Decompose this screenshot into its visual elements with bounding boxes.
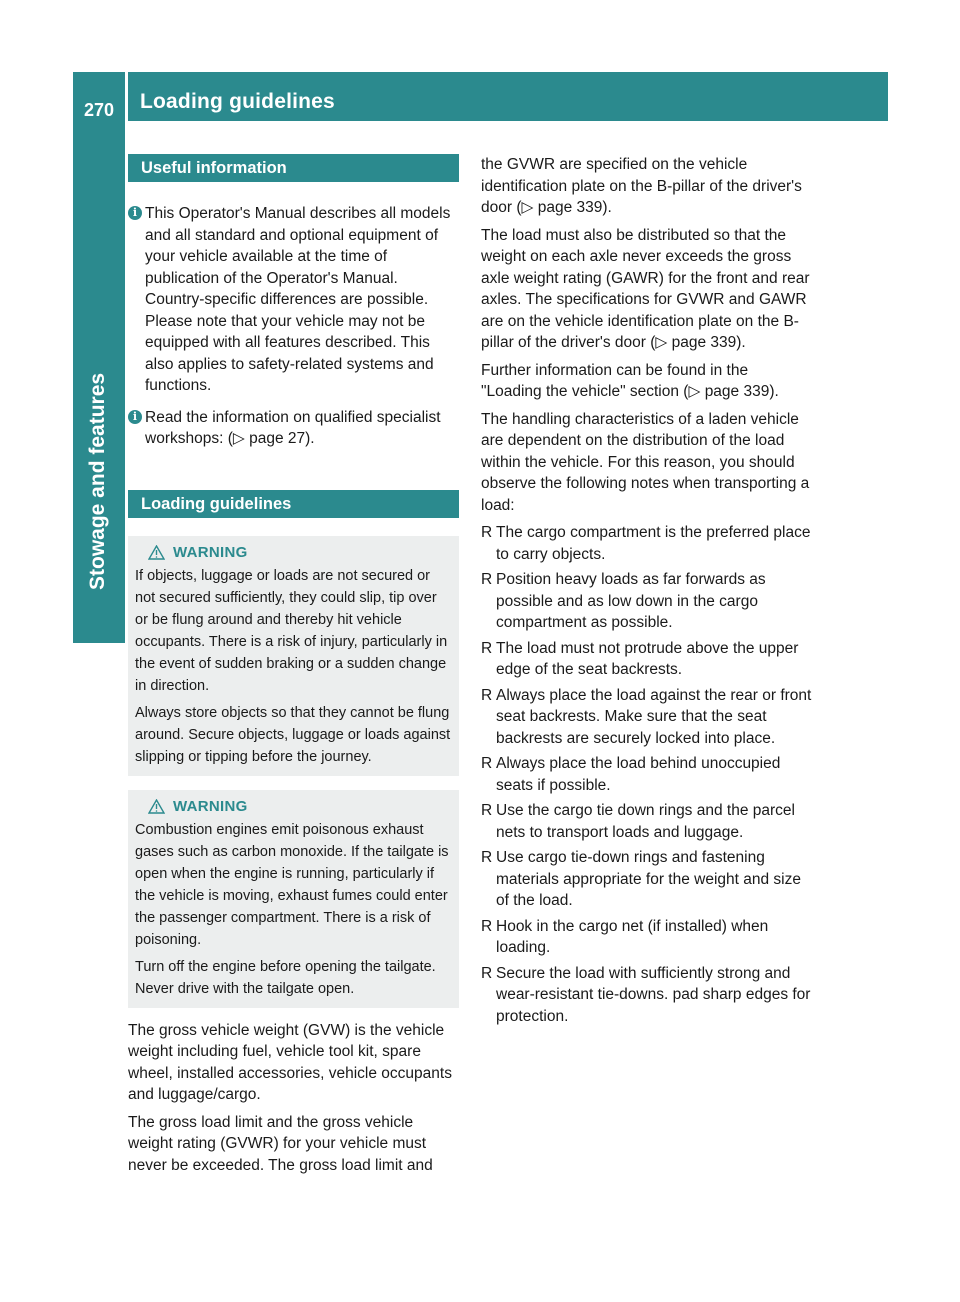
warning-text: If objects, luggage or loads are not secured or not secured sufficiently, they could slip, tip over or be flung around and thereby hit vehicle occupants. There is a risk of injury, particularly in the event of sudden braking or a sudden change in direction. (135, 567, 448, 694)
body-paragraph: The gross load limit and the gross vehicle weight rating (GVWR) for your vehicle must never be exceeded. The gross load limit and (128, 1113, 433, 1174)
page-number: 270 (83, 100, 115, 120)
loading-guidelines-heading: Loading guidelines (128, 490, 459, 518)
header-divider (125, 72, 128, 121)
warning-header (148, 798, 452, 815)
warning-text: Turn off the engine before opening the tailgate. Never drive with the tailgate open. (135, 958, 436, 997)
list-item-text: Hook in the cargo net (if installed) when loading. (496, 917, 769, 956)
body-paragraph: The handling characteristics of a laden vehicle are dependent on the distribution of the load within the vehicle. For this reason, you should observe the following notes when transporting a load: (481, 410, 810, 514)
warning-triangle-icon (148, 545, 165, 560)
info-note (128, 203, 459, 397)
list-item-text: Secure the load with sufficiently strong and wear-resistant tie-downs. pad sharp edges for protection. (496, 964, 811, 1025)
list-item (481, 800, 813, 843)
right-column (481, 154, 813, 1031)
warning-text: Always store objects so that they cannot be flung around. Secure objects, luggage or loads against slipping or tipping before the journey. (135, 704, 451, 765)
warning-header (148, 544, 452, 561)
info-text: Read the information on qualified specialist workshops: (▷ page 27). (145, 408, 441, 447)
list-item (481, 847, 813, 912)
bullet-mark: R (481, 964, 493, 982)
warning-label: WARNING (173, 543, 248, 561)
list-item-text: Position heavy loads as far forwards as possible and as low down in the cargo compartment as possible. (496, 571, 766, 631)
bullet-mark: R (481, 917, 493, 935)
left-column (128, 154, 459, 1182)
list-item-text: The cargo compartment is the preferred place to carry objects. (496, 524, 811, 563)
list-item-text: Always place the load against the rear or front seat backrests. Make sure that the seat backrests are securely locked into place. (496, 686, 812, 747)
warning-label: WARNING (173, 797, 248, 815)
side-tab-label: Stowage and features (86, 372, 109, 590)
list-item-text: Always place the load behind unoccupied seats if possible. (496, 755, 781, 794)
warning-box (128, 536, 459, 776)
page-title: Loading guidelines (140, 90, 335, 113)
bullet-mark: R (481, 755, 493, 772)
list-item (481, 963, 813, 1028)
list-item-text: The load must not protrude above the upper edge of the seat backrests. (496, 639, 799, 678)
list-item (481, 638, 813, 681)
warning-box (128, 790, 459, 1008)
body-paragraph: the GVWR are specified on the vehicle identification plate on the B-pillar of the driver's door (▷ page 339). (481, 156, 802, 216)
useful-information-heading: Useful information (128, 154, 459, 182)
info-icon: i (128, 206, 142, 220)
bullet-mark: R (481, 849, 493, 866)
body-paragraph: Further information can be found in the "Loading the vehicle" section (▷ page 339). (481, 361, 779, 400)
warning-text: Combustion engines emit poisonous exhaust gases such as carbon monoxide. If the tailgate is open when the engine is running, particularly if the vehicle is moving, exhaust fumes could enter the passenger compartment. There is a risk of poisoning. (135, 821, 449, 948)
warning-triangle-icon (148, 799, 165, 814)
bullet-mark: R (481, 571, 493, 588)
list-item (481, 522, 813, 565)
list-item (481, 569, 813, 634)
bullet-mark: R (481, 802, 493, 819)
info-text: This Operator's Manual describes all models and all standard and optional equipment of your vehicle available at the time of publication of the Operator's Manual. Country-specific differences are possible. Please note that your vehicle may not be equipped with all features described. This also applies to safety-related systems and functions. (145, 205, 451, 394)
info-icon: i (128, 410, 142, 424)
list-item-text: Use cargo tie-down rings and fastening materials appropriate for the weight and size of the load. (496, 849, 801, 909)
bullet-mark: R (481, 686, 493, 704)
body-paragraph: The load must also be distributed so that the weight on each axle never exceeds the gross axle weight rating (GAWR) for the front and rear axles. The specifications for GVWR and GAWR are on the vehicle identification plate on the B-pillar of the driver's door (▷ page 339). (481, 226, 810, 351)
bullet-mark: R (481, 524, 493, 541)
info-note (128, 407, 459, 450)
list-item (481, 916, 813, 959)
list-item-text: Use the cargo tie down rings and the parcel nets to transport loads and luggage. (496, 802, 795, 841)
list-item (481, 685, 813, 750)
list-item (481, 753, 813, 796)
bullet-mark: R (481, 639, 493, 657)
body-paragraph: The gross vehicle weight (GVW) is the vehicle weight including fuel, vehicle tool kit, spare wheel, installed accessories, vehicle occupants and luggage/cargo. (128, 1021, 452, 1103)
